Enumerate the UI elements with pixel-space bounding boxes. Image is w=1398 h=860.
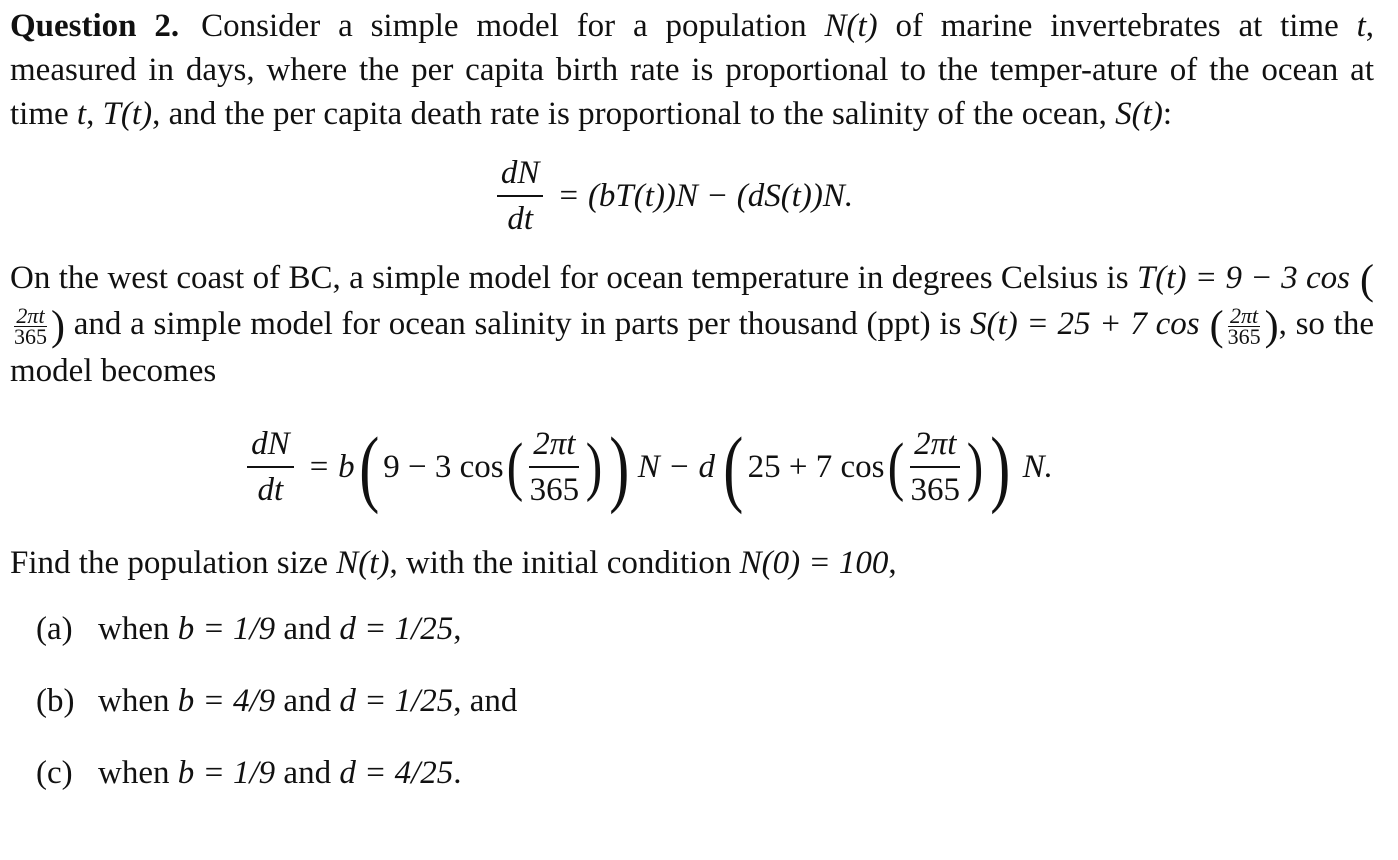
model-text-3: , so the model becomes — [10, 306, 1374, 389]
task-paragraph — [10, 541, 1374, 585]
task-text-1: Find the population size — [10, 544, 337, 581]
fraction-numerator: 2πt — [1230, 303, 1259, 329]
temperature-definition: T(t) = 9 − 3 cos — [1136, 260, 1350, 296]
part-text: and — [275, 754, 340, 791]
dn-dt-fraction-2 — [247, 424, 294, 510]
temperature-fraction — [12, 303, 49, 350]
equation-2-temp-part: 9 − 3 cos — [383, 448, 504, 485]
fraction-numerator: 2πt — [16, 303, 45, 329]
mid-paren-left-2: ( — [887, 429, 904, 503]
fraction-denominator: dt — [507, 201, 533, 237]
equation-1 — [0, 136, 1374, 256]
b-value: b = 4/9 — [177, 682, 276, 719]
big-paren-right: ) — [609, 418, 630, 515]
part-label: (a) — [36, 610, 73, 647]
time-symbol-2: t — [76, 96, 87, 132]
d-value: d = 4/25 — [339, 754, 454, 791]
part-label: (b) — [36, 682, 75, 719]
equation-2-salinity-fraction — [907, 424, 965, 510]
part-text: , — [453, 610, 462, 647]
equation-2-mid: N − d — [637, 448, 716, 485]
part-text: when — [98, 682, 178, 719]
equation-2 — [0, 393, 1374, 541]
intro-text-6: : — [1162, 96, 1172, 132]
b-value: b = 1/9 — [177, 610, 276, 647]
part-text: when — [98, 754, 178, 791]
dn-dt-fraction — [497, 153, 544, 239]
fraction-numerator: 2πt — [910, 424, 960, 468]
time-symbol: t — [1356, 8, 1366, 44]
b-value: b = 1/9 — [177, 754, 276, 791]
population-symbol: N(t) — [824, 8, 878, 44]
salinity-definition: S(t) = 25 + 7 cos — [970, 306, 1200, 343]
intro-text-4: , — [86, 96, 103, 132]
model-text-1: On the west coast of BC, a simple model for ocean temperature in degrees Celsius is — [10, 260, 1137, 296]
part-a — [36, 593, 1374, 665]
model-text-2: and a simple model for ocean salinity in parts per thousand (ppt) is — [65, 306, 971, 343]
part-b — [36, 665, 1374, 737]
d-value: d = 1/25 — [339, 610, 454, 647]
part-text: . — [453, 754, 462, 791]
part-text: , and — [453, 682, 518, 719]
task-text-2: , with the initial condition — [389, 544, 740, 581]
fraction-denominator: 365 — [529, 471, 580, 508]
question-heading: Question 2. — [10, 8, 180, 44]
big-paren-left: ( — [358, 418, 379, 515]
part-text: and — [275, 682, 340, 719]
d-value: d = 1/25 — [339, 682, 454, 719]
fraction-numerator: dN — [497, 153, 544, 197]
parts-list — [10, 593, 1374, 809]
part-c — [36, 737, 1374, 809]
model-paragraph: On the west coast of BC, a simple model for ocean temperature in degrees Celsius is T(t) = 9 − 3 cos ( $\frac{2\pi t}{365}$ ) and a simple model for ocean salinity in parts per thousand (ppt) is S(t) = 25 + 7 cos ( $\frac{2\pi t}{365}$ ), so the model becomes — [10, 257, 1374, 389]
temperature-symbol: T(t) — [102, 96, 153, 132]
big-paren-right-2: ) — [990, 418, 1011, 515]
fraction-denominator: 365 — [1227, 324, 1261, 350]
fraction-denominator: 365 — [910, 471, 961, 508]
fraction-denominator: 365 — [14, 324, 47, 350]
salinity-symbol: S(t) — [1115, 96, 1163, 132]
fraction-numerator: dN — [247, 424, 294, 468]
part-text: and — [275, 610, 340, 647]
salinity-fraction — [1226, 303, 1263, 350]
part-text: when — [98, 610, 178, 647]
mid-paren-left: ( — [506, 429, 523, 503]
intro-paragraph — [10, 4, 1374, 136]
fraction-denominator: dt — [257, 471, 284, 508]
equation-1-rhs: = (bT(t))N − (dS(t))N. — [557, 178, 854, 214]
intro-text-5: , and the per capita death rate is proportional to the salinity of the ocean, — [152, 96, 1116, 132]
equation-2-temp-fraction — [526, 424, 584, 510]
equation-2-b: = b — [307, 448, 355, 485]
equation-2-salinity-part: 25 + 7 cos — [747, 448, 885, 485]
intro-text-1: Consider a simple model for a population — [201, 8, 825, 44]
intro-text-3: , measured in days, where the per capita birth rate is proportional to the temper-ature of the ocean at time — [10, 8, 1374, 132]
task-text-3: , — [888, 544, 897, 581]
big-paren-left-2: ( — [723, 418, 744, 515]
mid-paren-right-2: ) — [966, 429, 984, 503]
equation-2-end: N. — [1022, 448, 1053, 485]
mid-paren-right: ) — [585, 429, 603, 503]
initial-condition: N(0) = 100 — [739, 544, 889, 581]
intro-text-2: of marine invertebrates at time — [877, 8, 1357, 44]
population-symbol-2: N(t) — [336, 544, 390, 581]
fraction-numerator: 2πt — [529, 424, 579, 468]
part-label: (c) — [36, 754, 73, 791]
